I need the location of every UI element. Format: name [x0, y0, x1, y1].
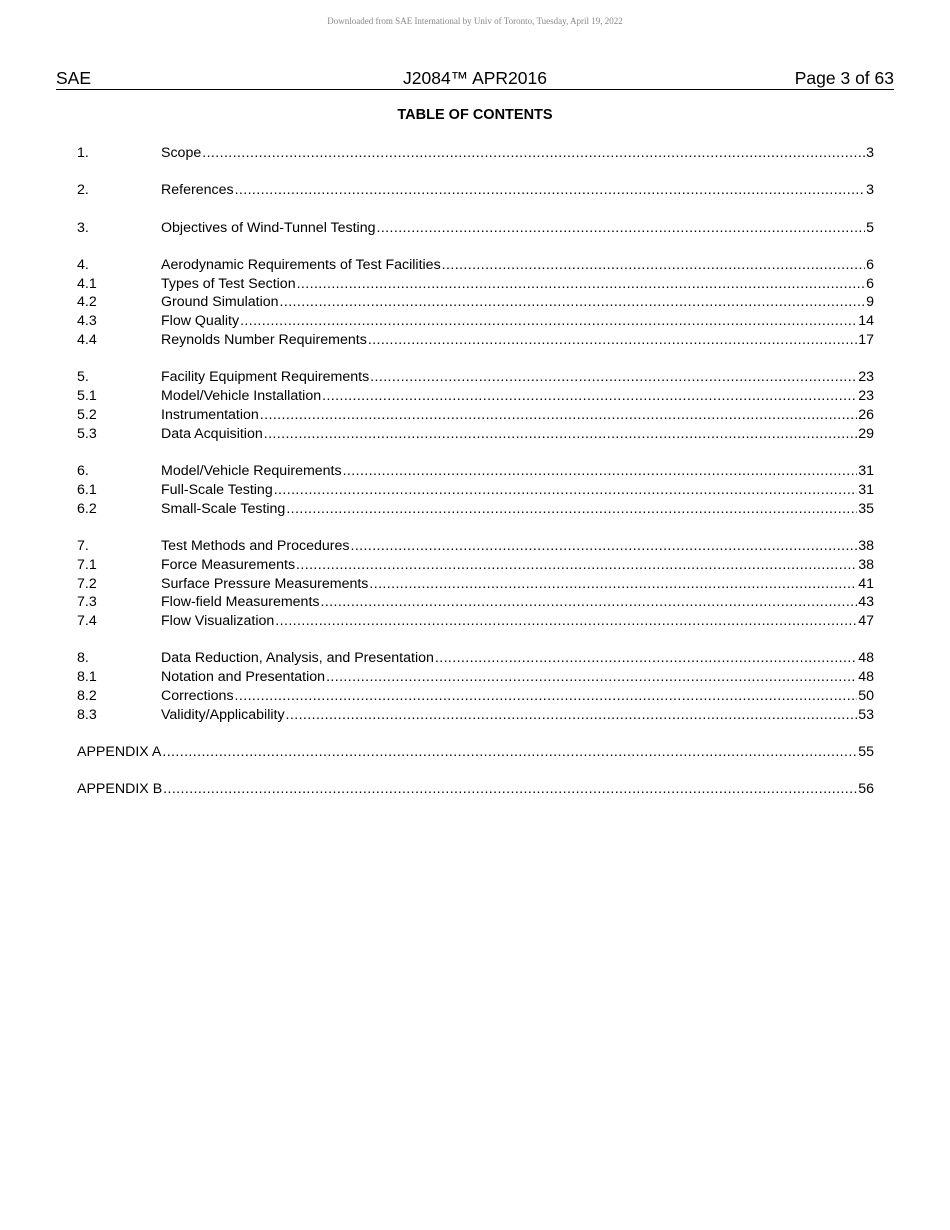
header-page-number: Page 3 of 63 [794, 68, 894, 88]
toc-entry-title: References [161, 182, 234, 199]
toc-entry-title: Model/Vehicle Installation [161, 388, 322, 405]
toc-entry-page: 3 [866, 182, 874, 199]
header-organization: SAE [56, 68, 92, 88]
dot-leader [163, 780, 857, 799]
toc-entry-page: 50 [858, 688, 874, 705]
dot-leader [286, 706, 858, 725]
toc-entry-page: 23 [858, 369, 874, 386]
toc-entry-number: 1. [77, 145, 89, 161]
toc-entry-number: 7.4 [77, 613, 97, 630]
toc-entry-title: Surface Pressure Measurements [161, 575, 369, 592]
toc-entry-number: 5. [77, 369, 89, 386]
toc-entry[interactable] [77, 481, 874, 500]
toc-entry[interactable] [77, 706, 874, 725]
toc-entry[interactable] [77, 556, 874, 575]
toc-entry-title: Validity/Applicability [161, 706, 285, 723]
toc-entry-number: 4.2 [77, 294, 97, 311]
toc-appendix-entry[interactable] [77, 743, 874, 762]
dot-leader [240, 312, 857, 331]
toc-entry-number: 2. [77, 182, 89, 199]
dot-leader [275, 612, 857, 631]
toc-entry-page: 35 [858, 500, 874, 517]
toc-entry-page: 43 [858, 594, 874, 611]
toc-entry-number: 6.1 [77, 481, 97, 498]
dot-leader [235, 687, 858, 706]
toc-entry[interactable] [77, 256, 874, 275]
toc-appendix-title: APPENDIX A [77, 744, 162, 761]
dot-leader [377, 219, 866, 238]
download-watermark-note: Downloaded from SAE International by Univ of Toronto, Tuesday, April 19, 2022 [327, 16, 623, 26]
toc-entry-title: Instrumentation [161, 406, 259, 423]
dot-leader [322, 387, 857, 406]
toc-entry-number: 4.1 [77, 275, 97, 292]
toc-entry-title: Data Acquisition [161, 425, 263, 442]
toc-entry-page: 14 [858, 313, 874, 330]
toc-entry-number: 3. [77, 219, 89, 236]
toc-entry-title: Scope [161, 145, 202, 161]
toc-entry-page: 6 [866, 275, 874, 292]
toc-entry-title: Small-Scale Testing [161, 500, 286, 517]
toc-title: TABLE OF CONTENTS [397, 107, 553, 123]
toc-entry-page: 6 [866, 256, 874, 273]
toc-entry[interactable] [77, 537, 874, 556]
toc-entry-page: 3 [866, 145, 874, 161]
toc-entry-page: 47 [858, 613, 874, 630]
toc-entry-title: Types of Test Section [161, 275, 296, 292]
toc-entry[interactable] [77, 331, 874, 350]
toc-appendix-entry[interactable] [77, 780, 874, 799]
dot-leader [202, 144, 865, 163]
toc-entry[interactable] [77, 387, 874, 406]
toc-entry-number: 6. [77, 463, 89, 480]
toc-entry-number: 8.1 [77, 669, 97, 686]
toc-entry-page: 5 [866, 219, 874, 236]
table-of-contents [77, 144, 874, 799]
toc-entry-page: 17 [858, 332, 874, 349]
toc-entry-page: 9 [866, 294, 874, 311]
toc-entry[interactable] [77, 293, 874, 312]
dot-leader [326, 668, 857, 687]
toc-entry-page: 26 [858, 406, 874, 423]
toc-entry[interactable] [77, 312, 874, 331]
toc-entry-number: 5.2 [77, 406, 97, 423]
toc-entry-title: Aerodynamic Requirements of Test Facilities [161, 256, 441, 273]
toc-entry[interactable] [77, 649, 874, 668]
dot-leader [350, 537, 857, 556]
dot-leader [286, 500, 857, 519]
toc-entry-page: 48 [858, 650, 874, 667]
dot-leader [296, 556, 857, 575]
dot-leader [435, 649, 857, 668]
toc-entry[interactable] [77, 275, 874, 294]
toc-entry-number: 7.2 [77, 575, 97, 592]
toc-entry-number: 7.3 [77, 594, 97, 611]
toc-entry[interactable] [77, 500, 874, 519]
toc-entry-number: 5.3 [77, 425, 97, 442]
dot-leader [369, 575, 857, 594]
toc-entry-number: 7.1 [77, 556, 97, 573]
toc-entry-page: 48 [858, 669, 874, 686]
toc-entry[interactable] [77, 612, 874, 631]
toc-entry-page: 38 [858, 537, 874, 554]
dot-leader [370, 368, 857, 387]
toc-entry-number: 8.2 [77, 688, 97, 705]
page-header [56, 67, 894, 90]
toc-appendix-page: 56 [858, 781, 874, 798]
toc-entry-title: Data Reduction, Analysis, and Presentation [161, 650, 434, 667]
dot-leader [264, 425, 857, 444]
toc-entry-number: 5.1 [77, 388, 97, 405]
toc-entry-number: 4. [77, 256, 89, 273]
toc-entry[interactable] [77, 406, 874, 425]
toc-entry-title: Reynolds Number Requirements [161, 332, 367, 349]
dot-leader [274, 481, 858, 500]
toc-entry-page: 31 [858, 481, 874, 498]
toc-entry-page: 23 [858, 388, 874, 405]
toc-entry[interactable] [77, 593, 874, 612]
toc-entry-page: 53 [858, 706, 874, 723]
toc-entry-title: Force Measurements [161, 556, 296, 573]
dot-leader [235, 181, 866, 200]
toc-entry[interactable] [77, 575, 874, 594]
toc-entry-page: 31 [858, 463, 874, 480]
toc-appendix-title: APPENDIX B [77, 781, 163, 798]
dot-leader [442, 256, 865, 275]
toc-entry[interactable] [77, 144, 874, 163]
dot-leader [320, 593, 857, 612]
toc-entry-title: Corrections [161, 688, 234, 705]
toc-entry[interactable] [77, 219, 874, 238]
toc-entry-title: Flow Quality [161, 313, 240, 330]
dot-leader [162, 743, 857, 762]
toc-entry-title: Test Methods and Procedures [161, 537, 350, 554]
toc-entry-number: 8. [77, 650, 89, 667]
toc-entry-number: 6.2 [77, 500, 97, 517]
toc-entry-page: 41 [858, 575, 874, 592]
toc-entry[interactable] [77, 462, 874, 481]
toc-entry[interactable] [77, 181, 874, 200]
toc-entry-page: 38 [858, 556, 874, 573]
toc-entry-title: Flow-field Measurements [161, 594, 320, 611]
toc-appendix-page: 55 [858, 744, 874, 761]
toc-entry-title: Objectives of Wind-Tunnel Testing [161, 219, 376, 236]
toc-entry-title: Model/Vehicle Requirements [161, 463, 342, 480]
toc-entry-number: 7. [77, 537, 89, 554]
toc-entry-title: Ground Simulation [161, 294, 279, 311]
dot-leader [297, 275, 866, 294]
toc-entry-title: Full-Scale Testing [161, 481, 273, 498]
toc-entry-page: 29 [858, 425, 874, 442]
dot-leader [260, 406, 857, 425]
dot-leader [280, 293, 866, 312]
toc-entry-number: 4.4 [77, 332, 97, 349]
toc-entry-title: Flow Visualization [161, 613, 275, 630]
header-document-id: J2084™ APR2016 [403, 68, 547, 88]
toc-entry[interactable] [77, 687, 874, 706]
dot-leader [368, 331, 857, 350]
toc-entry-title: Notation and Presentation [161, 669, 326, 686]
toc-entry-number: 4.3 [77, 313, 97, 330]
toc-entry[interactable] [77, 668, 874, 687]
toc-entry-title: Facility Equipment Requirements [161, 369, 370, 386]
toc-entry[interactable] [77, 425, 874, 444]
dot-leader [343, 462, 858, 481]
toc-entry-number: 8.3 [77, 706, 97, 723]
toc-entry[interactable] [77, 368, 874, 387]
